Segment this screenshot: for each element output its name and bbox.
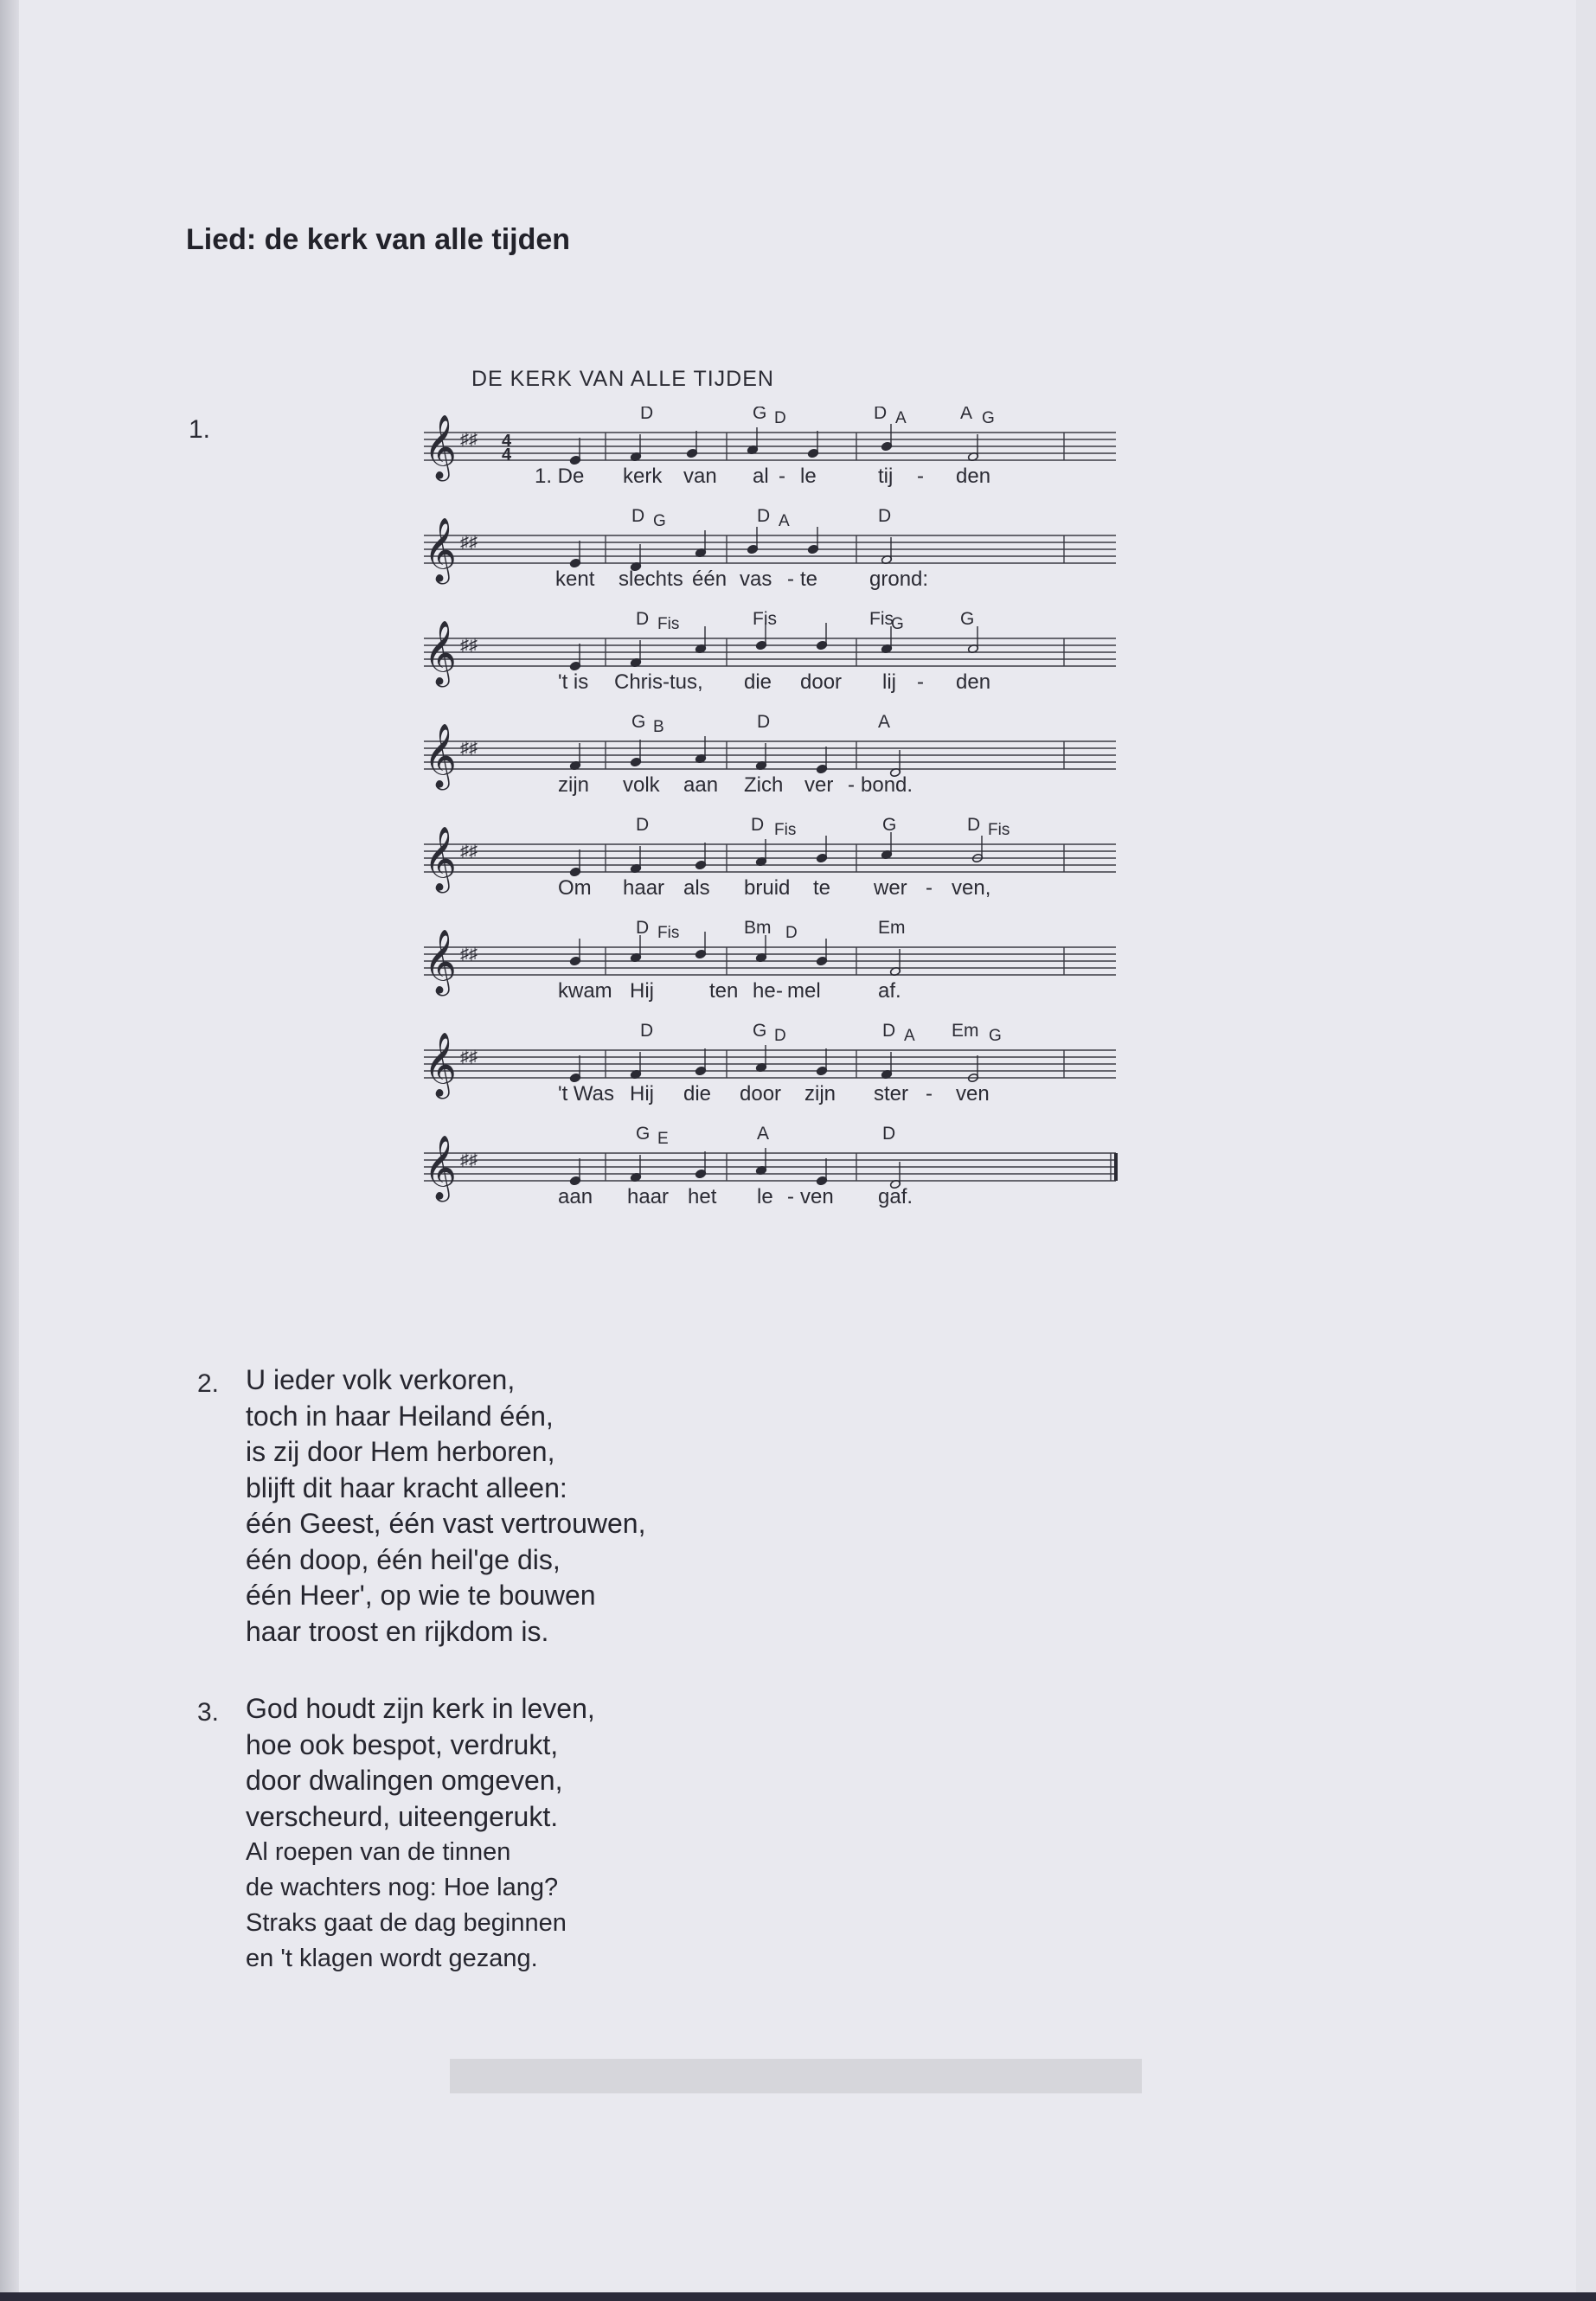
chord-symbol: Em bbox=[952, 1021, 979, 1041]
lyric-syllable: - bbox=[776, 979, 783, 1003]
lyric-syllable: die bbox=[744, 670, 772, 694]
lyric-syllable: lij bbox=[882, 670, 896, 694]
show-through-watermark bbox=[450, 2041, 1142, 2119]
lyric-syllable: tij bbox=[878, 465, 894, 488]
verse-line: verscheurd, uiteengerukt. bbox=[246, 1800, 559, 1832]
chord-symbol: Bm bbox=[744, 918, 772, 938]
verse-line: door dwalingen omgeven, bbox=[246, 1765, 563, 1796]
lyric-syllable: - bbox=[787, 1185, 794, 1208]
chord-symbol: A bbox=[895, 409, 907, 427]
chord-symbol: G bbox=[891, 615, 904, 633]
chord-symbol: D bbox=[774, 1027, 786, 1045]
lyric-syllable: te bbox=[800, 567, 818, 591]
treble-clef-icon: 𝄞 bbox=[424, 518, 457, 580]
key-signature-sharps: ♯♯ bbox=[460, 945, 478, 964]
chord-symbol: A bbox=[779, 512, 790, 530]
page-edge bbox=[1576, 0, 1596, 2301]
chord-symbol: D bbox=[631, 506, 645, 526]
verse-line: de wachters nog: Hoe lang? bbox=[246, 1874, 559, 1901]
lyric-syllable: als bbox=[683, 876, 710, 900]
key-signature-sharps: ♯♯ bbox=[460, 636, 478, 655]
treble-clef-icon: 𝄞 bbox=[424, 1136, 457, 1198]
lyric-syllable: he bbox=[753, 979, 776, 1003]
chord-symbol: Fis bbox=[869, 609, 894, 629]
lyric-syllable: wer bbox=[874, 876, 907, 900]
treble-clef-icon: 𝄞 bbox=[424, 724, 457, 786]
chord-symbol: D bbox=[636, 918, 650, 938]
lyric-syllable: - bbox=[848, 773, 855, 797]
lyric-syllable: den bbox=[956, 465, 991, 488]
lyric-syllable: bruid bbox=[744, 876, 791, 900]
chord-symbol: A bbox=[878, 712, 891, 732]
verse-line: en 't klagen wordt gezang. bbox=[246, 1945, 538, 1972]
lyric-syllable: gaf. bbox=[878, 1185, 913, 1208]
lyric-syllable: door bbox=[800, 670, 843, 694]
chord-symbol: G bbox=[636, 1124, 651, 1144]
lyric-syllable: aan bbox=[558, 1185, 593, 1208]
lyric-syllable: - bbox=[917, 670, 924, 694]
treble-clef-icon: 𝄞 bbox=[424, 1033, 457, 1095]
lyric-syllable: grond: bbox=[869, 567, 929, 591]
lyric-syllable: - bbox=[917, 465, 924, 488]
verse-line: U ieder volk verkoren, bbox=[246, 1364, 516, 1395]
lyric-syllable: ven bbox=[800, 1185, 834, 1208]
treble-clef-icon: 𝄞 bbox=[424, 621, 457, 683]
key-signature-sharps: ♯♯ bbox=[460, 842, 478, 861]
lyric-syllable: haar bbox=[627, 1185, 670, 1208]
key-signature-sharps: ♯♯ bbox=[460, 430, 478, 449]
lyric-syllable: zijn bbox=[804, 1082, 836, 1106]
chord-symbol: E bbox=[657, 1130, 669, 1148]
lyric-syllable: al bbox=[753, 465, 769, 488]
chord-symbol: Fis bbox=[988, 821, 1010, 839]
lyric-syllable: kwam bbox=[558, 979, 612, 1003]
lyric-syllable: le bbox=[800, 465, 817, 488]
chord-symbol: G bbox=[653, 512, 666, 530]
chord-symbol: G bbox=[960, 609, 975, 629]
lyric-syllable: le bbox=[757, 1185, 773, 1208]
verse-line: Straks gaat de dag beginnen bbox=[246, 1909, 567, 1937]
lyric-syllable: 't is bbox=[558, 670, 589, 694]
lyric-syllable: - bbox=[787, 567, 794, 591]
time-signature: 4 bbox=[502, 432, 512, 451]
page-title: Lied: de kerk van alle tijden bbox=[186, 223, 571, 256]
chord-symbol: A bbox=[904, 1027, 915, 1045]
chord-symbol: D bbox=[882, 1124, 896, 1144]
lyric-syllable: Chris-tus, bbox=[614, 670, 703, 694]
lyric-syllable: haar bbox=[623, 876, 665, 900]
verse-line: één Geest, één vast vertrouwen, bbox=[246, 1508, 646, 1539]
verse-line: één doop, één heil'ge dis, bbox=[246, 1543, 561, 1575]
lyric-syllable: - bbox=[926, 1082, 933, 1106]
lyric-syllable: ven bbox=[956, 1082, 990, 1106]
verse-line: één Heer', op wie te bouwen bbox=[246, 1580, 596, 1611]
lyric-syllable: ver bbox=[804, 773, 834, 797]
verse-3-text bbox=[246, 1691, 595, 1977]
chord-symbol: D bbox=[878, 506, 892, 526]
chord-symbol: D bbox=[757, 712, 771, 732]
treble-clef-icon: 𝄞 bbox=[424, 415, 457, 478]
time-signature: 4 bbox=[502, 445, 512, 465]
chord-symbol: Fis bbox=[657, 924, 680, 942]
chord-symbol: D bbox=[785, 924, 798, 942]
lyric-syllable: - bbox=[926, 876, 933, 900]
chord-symbol: G bbox=[982, 409, 995, 427]
chord-symbol: G bbox=[989, 1027, 1002, 1045]
chord-symbol: A bbox=[960, 407, 973, 423]
chord-symbol: D bbox=[774, 409, 786, 427]
song-title: DE KERK VAN ALLE TIJDEN bbox=[471, 367, 774, 391]
chord-symbol: D bbox=[751, 815, 765, 835]
chord-symbol: G bbox=[631, 712, 646, 732]
verse-3-number: 3. bbox=[197, 1698, 220, 1727]
lyric-syllable: Hij bbox=[630, 1082, 654, 1106]
lyric-syllable: te bbox=[813, 876, 831, 900]
lyric-syllable: kerk bbox=[623, 465, 663, 488]
lyric-syllable: Om bbox=[558, 876, 592, 900]
verse-line: toch in haar Heiland één, bbox=[246, 1400, 554, 1432]
lyric-syllable: ster bbox=[874, 1082, 909, 1106]
lyric-syllable: één bbox=[692, 567, 727, 591]
chord-symbol: Em bbox=[878, 918, 906, 938]
lyric-syllable: slechts bbox=[619, 567, 683, 591]
treble-clef-icon: 𝄞 bbox=[424, 930, 457, 992]
page-bottom-edge bbox=[0, 2292, 1596, 2301]
chord-symbol: D bbox=[640, 407, 654, 423]
key-signature-sharps: ♯♯ bbox=[460, 1048, 478, 1067]
verse-line: haar troost en rijkdom is. bbox=[246, 1615, 549, 1647]
lyric-syllable: door bbox=[740, 1082, 782, 1106]
chord-symbol: D bbox=[640, 1021, 654, 1041]
key-signature-sharps: ♯♯ bbox=[460, 739, 478, 758]
key-signature-sharps: ♯♯ bbox=[460, 533, 478, 552]
lyric-syllable: 1. De bbox=[535, 465, 585, 488]
lyric-syllable: mel bbox=[787, 979, 821, 1003]
chord-symbol: Fis bbox=[657, 615, 680, 633]
lyric-syllable: ven, bbox=[952, 876, 991, 900]
chord-symbol: G bbox=[882, 815, 897, 835]
lyric-syllable: aan bbox=[683, 773, 719, 797]
verse-2-text bbox=[246, 1362, 645, 1650]
lyric-syllable: het bbox=[688, 1185, 717, 1208]
chord-symbol: D bbox=[636, 609, 650, 629]
lyric-syllable: ten bbox=[709, 979, 739, 1003]
lyric-syllable: Zich bbox=[744, 773, 784, 797]
verse-line: Al roepen van de tinnen bbox=[246, 1838, 511, 1866]
verse-2-number: 2. bbox=[197, 1369, 220, 1398]
lyric-syllable: den bbox=[956, 670, 991, 694]
chord-symbol: D bbox=[757, 506, 771, 526]
chord-symbol: D bbox=[636, 815, 650, 835]
lyric-syllable: - bbox=[779, 465, 785, 488]
verse-line: is zij door Hem herboren, bbox=[246, 1436, 555, 1467]
chord-symbol: G bbox=[753, 1021, 767, 1041]
verse-line: blijft dit haar kracht alleen: bbox=[246, 1471, 567, 1503]
lyric-syllable: die bbox=[683, 1082, 712, 1106]
chord-symbol: A bbox=[757, 1124, 770, 1144]
chord-symbol: Fis bbox=[753, 609, 777, 629]
lyric-syllable: af. bbox=[878, 979, 901, 1003]
sheet-music bbox=[407, 407, 1151, 1272]
treble-clef-icon: 𝄞 bbox=[424, 827, 457, 889]
chord-symbol: D bbox=[882, 1021, 896, 1041]
chord-symbol: B bbox=[653, 718, 664, 736]
verse-line: hoe ook bespot, verdrukt, bbox=[246, 1728, 559, 1760]
verse-line: God houdt zijn kerk in leven, bbox=[246, 1693, 595, 1724]
key-signature-sharps: ♯♯ bbox=[460, 1150, 478, 1170]
verse-1-number: 1. bbox=[189, 415, 211, 444]
lyric-syllable: kent bbox=[555, 567, 595, 591]
lyric-syllable: 't Was bbox=[558, 1082, 615, 1106]
lyric-syllable: vas bbox=[740, 567, 772, 591]
chord-symbol: D bbox=[874, 407, 888, 423]
lyric-syllable: van bbox=[683, 465, 717, 488]
lyric-syllable: zijn bbox=[558, 773, 590, 797]
lyric-syllable: volk bbox=[623, 773, 660, 797]
page-shadow bbox=[0, 0, 19, 2301]
chord-symbol: D bbox=[967, 815, 981, 835]
chord-symbol: G bbox=[753, 407, 767, 423]
lyric-syllable: bond. bbox=[861, 773, 913, 797]
lyric-syllable: Hij bbox=[630, 979, 654, 1003]
chord-symbol: Fis bbox=[774, 821, 797, 839]
